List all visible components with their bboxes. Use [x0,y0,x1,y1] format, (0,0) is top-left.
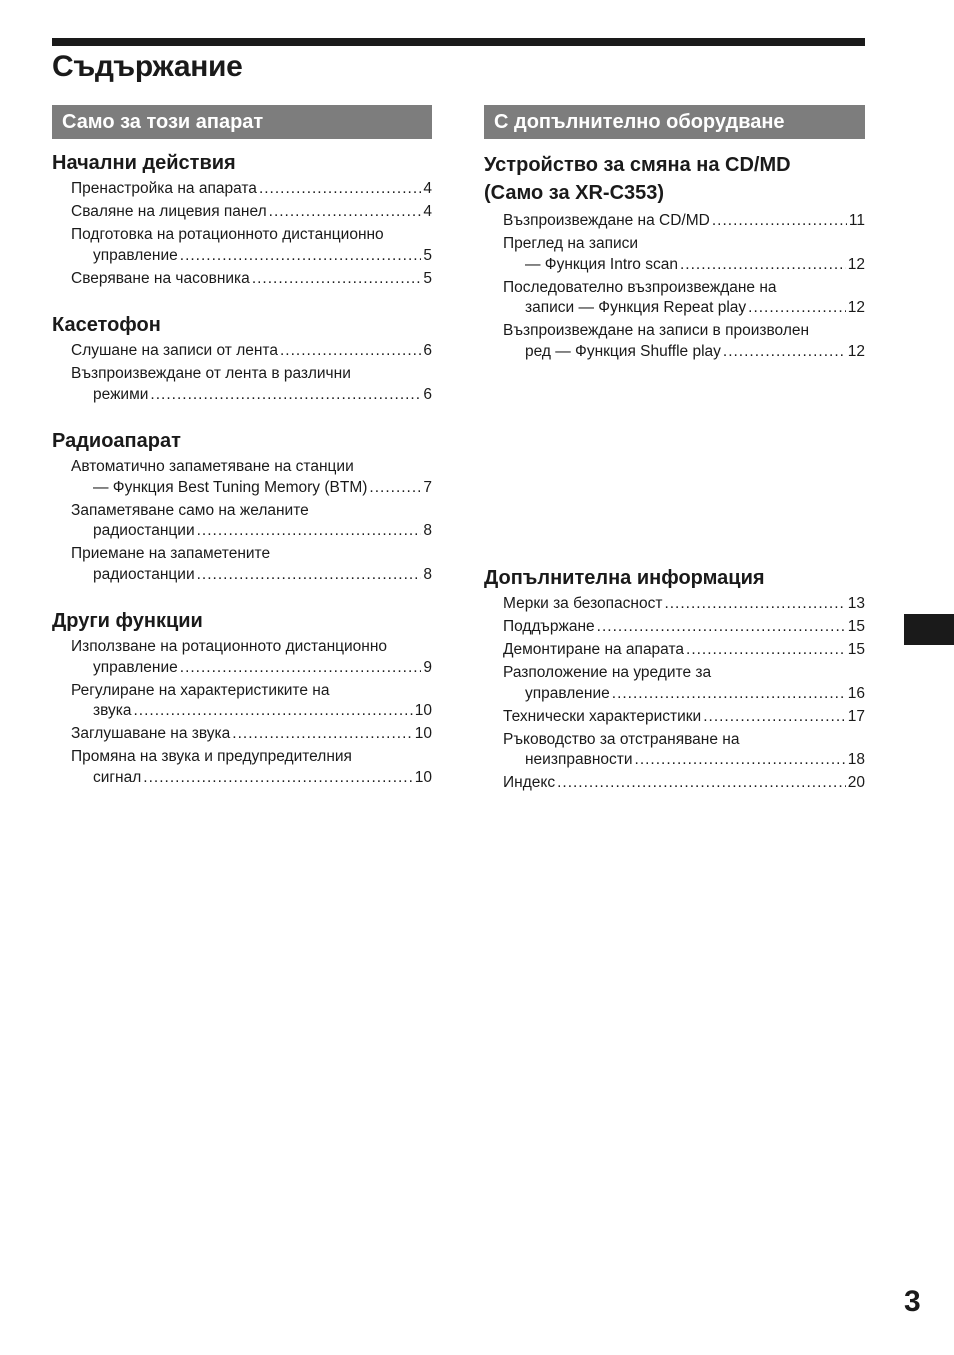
toc-page-number: 10 [414,768,432,786]
toc-entry-text: Възпроизвеждане от лента в различни [71,365,351,382]
toc-group [52,311,432,405]
toc-entry-text: сигнал [93,768,142,786]
dot-leader [597,617,846,638]
dot-leader [369,478,421,499]
toc-entry-text: неизправности [525,751,633,768]
toc-entry[interactable] [71,179,432,200]
dot-leader [723,342,846,363]
toc-entry-text: Възпроизвеждане на записи в произволен [503,322,810,339]
toc-entry[interactable] [503,234,865,275]
toc-page-number: 5 [423,269,432,287]
toc-entry-text: — Функция Best Tuning Memory (BTM) [93,478,368,496]
toc-entry[interactable] [71,637,432,678]
left-column [52,105,432,788]
toc-entry-text: Сверяване на часовника [71,269,250,287]
toc-entry-text: Последователно възпроизвеждане на [503,278,777,296]
toc-entry-text: управление [93,658,178,676]
group-title: Устройство за смяна на CD/MD [484,154,791,176]
toc-page-number: 7 [423,478,432,496]
toc-page-number: 11 [848,212,865,229]
toc-page-number: 12 [847,299,865,316]
right-column [484,105,865,794]
toc-entry-text: Индекс [503,774,556,791]
dot-leader [748,298,846,319]
toc-group [52,427,432,585]
left-groups [52,149,432,788]
toc-entry[interactable] [71,724,432,745]
dot-leader [686,640,846,661]
toc-entry-text: Слушане на записи от лента [71,342,278,359]
dot-leader [664,594,845,615]
toc-entry[interactable] [503,211,865,232]
toc-entry-text: Приемане на запаметените [71,545,271,562]
toc-page-number: 4 [423,180,432,197]
dot-leader [269,202,422,223]
toc-entry-text: звука [93,702,132,719]
toc-entry[interactable] [503,663,865,704]
toc-entry[interactable] [71,341,432,362]
group-title: Начални действия [52,152,236,174]
dot-leader [259,179,421,200]
dot-leader [557,773,846,794]
toc-entry-text: Поддържане [503,618,595,635]
toc-entry[interactable] [71,269,432,290]
toc-entry[interactable] [503,594,865,615]
toc-entry[interactable] [71,225,432,266]
toc-entry-text: Подготовка на ротационното дистанционно [71,226,384,243]
toc-entry-text: Преглед на записи [503,235,639,252]
toc-entry-text: Автоматично запаметяване на станции [71,458,354,475]
top-rule [52,38,865,46]
toc-page-number: 12 [847,342,865,360]
toc-entry[interactable] [71,544,432,585]
right-groups [484,151,865,794]
toc-entry-text: записи — Функция Repeat play [525,299,747,316]
dot-leader [712,211,847,232]
page-title: Съдържание [52,50,243,83]
dot-leader [197,565,422,586]
group-title: Допълнителна информация [484,567,765,589]
dot-leader [150,385,421,406]
group-title-line2: (Само за XR-C353) [484,182,665,204]
toc-page-number: 15 [847,641,865,658]
toc-page-number: 15 [847,618,865,635]
toc-entry[interactable] [503,640,865,661]
toc-group [484,564,865,794]
toc-page-number: 4 [423,203,432,220]
toc-page-number: 5 [423,246,432,264]
toc-entry[interactable] [71,501,432,542]
toc-page-number: 10 [414,725,432,742]
toc-page-number: 20 [847,774,865,791]
toc-entry[interactable] [71,747,432,788]
dot-leader [252,269,422,290]
toc-group [484,151,865,362]
toc-page-number: 10 [414,702,432,719]
toc-entry-text: Разположение на уредите за [503,664,712,681]
toc-entry[interactable] [71,457,432,498]
dot-leader [143,768,412,789]
toc-page-number: 17 [847,707,865,725]
toc-entry-text: радиостанции [93,522,195,539]
toc-page-number: 6 [423,342,432,359]
dot-leader [134,701,413,722]
toc-entry[interactable] [503,278,865,319]
toc-page-number: 8 [423,565,432,583]
toc-entry-text: Сваляне на лицевия панел [71,203,267,220]
toc-page-number: 18 [847,751,865,768]
toc-page-number: 8 [423,522,432,539]
toc-entry[interactable] [503,730,865,771]
toc-page-number: 12 [847,255,865,273]
toc-entry-text: Възпроизвеждане на CD/MD [503,212,710,229]
toc-entry-text: ред — Функция Shuffle play [525,342,721,360]
toc-entry-text: Заглушаване на звука [71,725,231,742]
toc-page-number: 9 [423,658,432,676]
toc-entry-text: Технически характеристики [503,707,702,725]
toc-entry-text: радиостанции [93,565,195,583]
dot-leader [180,658,422,679]
dot-leader [612,684,846,705]
toc-entry-text: Мерки за безопасност [503,595,663,612]
toc-entry-text: Запаметяване само на желаните [71,501,309,519]
toc-entry[interactable] [71,681,432,722]
toc-entry-text: Промяна на звука и предупредителния [71,748,352,765]
toc-group [52,149,432,289]
dot-leader [180,246,422,267]
toc-entry-text: режими [93,385,149,403]
toc-page-number: 16 [847,684,865,702]
toc-entry[interactable] [503,773,865,794]
group-title: Касетофон [52,314,161,336]
dot-leader [280,341,421,362]
toc-entry-text: управление [525,684,610,702]
toc-entry-text: управление [93,246,178,264]
toc-page-number: 13 [847,595,865,612]
toc-entry[interactable] [503,321,865,362]
dot-leader [703,707,846,728]
group-title: Радиоапарат [52,430,181,452]
toc-entry[interactable] [503,707,865,728]
dot-leader [197,521,422,542]
group-title: Други функции [52,610,203,632]
section-band-left: Само за този апарат [52,105,432,139]
toc-page-number: 6 [423,385,432,403]
dot-leader [232,724,412,745]
dot-leader [680,255,846,276]
toc-entry-text: Използване на ротационното дистанционно [71,638,388,655]
toc-entry[interactable] [503,617,865,638]
toc-entry[interactable] [71,364,432,405]
page-number: 3 [904,1285,921,1318]
toc-entry-text: — Функция Intro scan [525,255,678,273]
toc-entry-text: Регулиране на характеристиките на [71,681,330,699]
toc-entry-text: Пренастройка на апарата [71,180,257,197]
toc-entry[interactable] [71,202,432,223]
dot-leader [635,750,846,771]
toc-entry-text: Демонтиране на апарата [503,641,685,658]
toc-entry-text: Ръководство за отстраняване на [503,730,740,748]
toc-group [52,607,432,788]
section-band-right: С допълнително оборудване [484,105,865,139]
side-tab-marker [904,614,954,645]
